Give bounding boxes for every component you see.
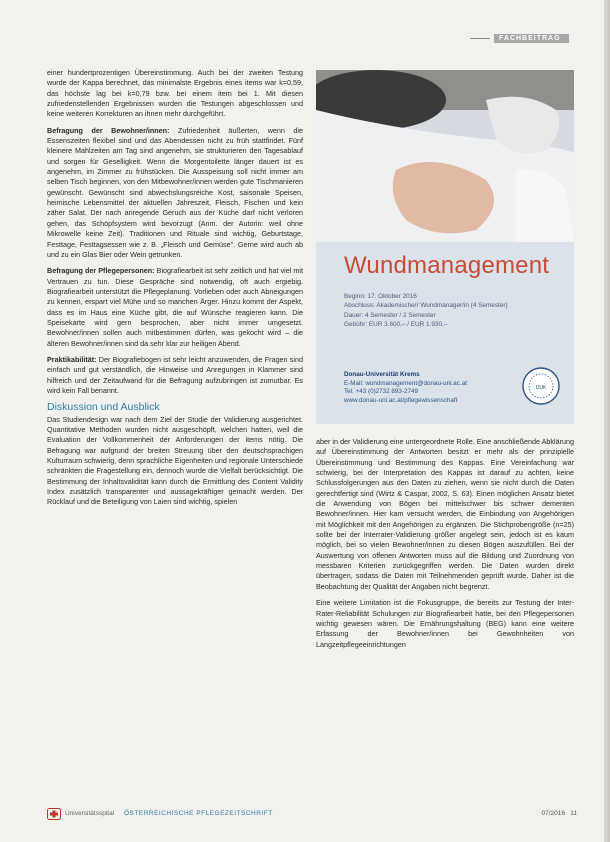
hands-photo	[316, 70, 574, 242]
residents-text: Zufriedenheit äußerten, wenn die Essenszeiten flexibel sind und das Abendessen nicht zu früh stattfindet. Fünf kleinere Mahlzeiten am Tag sind angenehm, sie strukturieren den Tagesablauf und sorgen für Geselligkeit. Wenn die Morgentoilette länger dauert ist es angenehm, im Zimmer zu frühstücken. Die Ausspeisung soll nicht immer am selben Tisch beginnen, von den Mitbewohner/innen werden gute Tischmanieren gewünscht. Gewünscht sind abwechslungsreiche Kost, saisonale Speisen, heimische Lebensmittel der aktuellen Jahreszeit, Fleisch, Fischen und kein zäher Salat. Der nach anregende Geruch aus der Küche darf nicht verloren gehen, das Schöpfsystem wird bevorzugt (Anm. der Autorin: weil ohne Mikrowelle keine Zeit). Traditionen und Rituale sind wichtig, Geburtstage, Festtage, Festtagsessen wie z. B. „Fleisch und Gemüse". Gerne wird auch ab und zu ein Glas Bier oder Wein getrunken.	[47, 125, 303, 259]
footer-issue: 07/2016	[541, 810, 565, 817]
practicability-heading: Praktikabilität:	[47, 354, 97, 364]
ad-phone: Tel. +43 (0)2732 893-2749	[344, 388, 419, 396]
left-text-column	[47, 68, 303, 768]
practicability-text: Der Biografiebogen ist sehr leicht anzuwenden, die Fragen sind einfach und gut verständlich, die Hinweise und Anregungen in Klammer sind hilfreich und der Zeitaufwand für die Befragung aufzubringen ist zumutbar. Es wird kein Fall benannt.	[47, 354, 303, 395]
right-text-column	[316, 437, 574, 770]
residents-heading: Befragung der Bewohner/innen:	[47, 125, 170, 135]
university-seal-icon	[521, 366, 561, 406]
page-number: 11	[570, 810, 577, 817]
ad-website-link[interactable]: www.donau-uni.ac.at/pflegewissenschaft	[344, 396, 458, 404]
ad-title: Wundmanagement	[344, 252, 550, 279]
section-tag	[470, 33, 610, 43]
caregivers-text: Biografiearbeit ist sehr zeitlich und hat viel mit Vertrauen zu tun. Diese Gespräche sind notwendig, oft auch ergiebig. Biografiearbeit unterstützt die Pflegeplanung. Vorlieben oder auch Abneigungen zu kennen, erspart viel Mühe und so manchen Ärger. Hinzu kommt der Aspekt, dass es im Haus eine Küche gibt, die auf Wünsche reagieren kann. Die Speisekarte wird gern besprochen, aber nicht immer umgesetzt. Bewohner/innen sollen auch mitbestimmen dürfen, was gekocht wird – die älteren Bewohner/innen sind da sehr klar zur heiligen Abend.	[47, 266, 304, 348]
ad-course-info	[344, 292, 554, 330]
caregivers-heading: Befragung der Pflegepersonen:	[47, 266, 155, 276]
intro-paragraph: einer hundertprozentigen Übereinstimmung. Auch bei der zweiten Testung wurde der Kappa berechnet, das minimalste Ergebnis eines items war k=0,59, das höchste lag bei k=0,79 bzw. bei einem item bei 1. Mit diesen zufriedenstellenden Ergebnissen wurden die Testungen abgeschlossen und keine weiteren Korrekturen an ihnen mehr durchgeführt.	[47, 68, 303, 119]
caregivers-paragraph	[47, 266, 303, 349]
page-footer	[47, 808, 577, 822]
tag-rule	[470, 38, 490, 39]
ad-organization: Donau-Universität Krems	[344, 371, 420, 378]
svg-text:DUK: DUK	[535, 385, 547, 391]
course-advertisement	[316, 70, 574, 424]
footer-brand: Universitätsspital	[65, 810, 115, 817]
limitations-paragraph: aber in der Validierung eine untergeordnete Rolle. Eine anschließende Abklärung auf Übereinstimmung der Antworten besitzt er mehr als der prinzipielle Übereinstimmung und Bestimmung des Kappas. Eine Vereinfachung war schwierig, bei der Interpretation des Kappas ist darauf zu achten, keine Schlussfolgerungen aus den Daten zu ziehen, wenn sie nicht durch die Daten gerechtfertigt sind (Wirtz & Caspar, 2002, S. 63). Einen möglichen Ansatz bietet die Anwendung von Bögen bei mittelschwer bis schwer dementen Bewohner/innen. Hier kam versucht werden, die Einbindung von Angehörigen mit Möglichkeit mit den Angehörigen zu ergänzen. Die Stichprobengröße (n=25) sollte bei der Interrater-Validierung größer angelegt sein, jedoch ist es kaum möglich, bei so vielen Bewohner/innen zu diesen Bögen auszufüllen. Bei der Auswertung von offenen Antworten muss auf die Bildung und Zuordnung von messbaren Kriterien zurückgegriffen werden. Die Daten wurden direkt übertragen, sodass die Daten mit Teilnehmenden geprüft wurde. Daher ist die Beobachtung der Qualität der Angaben nicht begrenzt.	[316, 437, 574, 591]
practicability-paragraph	[47, 355, 303, 396]
ad-info-line: Abschluss: Akademische/r Wundmanager/in (4 Semester)	[344, 302, 508, 310]
page-edge	[604, 0, 610, 842]
cross-logo-icon	[47, 808, 61, 820]
ad-info-line: Gebühr: EUR 3.600,– / EUR 1.930,–	[344, 321, 448, 329]
ad-contact	[344, 371, 514, 405]
discussion-paragraph: Das Studiendesign war nach dem Ziel der Studie der Validierung ausgerichtet. Quantitative Methoden wurden nicht ausgeschöpft, welchen hatten, weil die Evaluation der Vollkommenheit der Anforderungen der items nötig. Die Befragung war aufgrund der breiten Streuung über den deutschsprachigen Kulturraum schwierig, denn sprachliche Eigenheiten und regionale Unterschiede schränkten die Fragestellung ein, dennoch wurde die Vielfalt berücksichtigt. Die Bestimmung der Inhaltsvalidität kann durch die Ermittlung des Content Validity Index zusätzlich transparenter und aussagekräftiger gemacht werden. Der Rücklauf und die Beteiligung von Laien sind wichtig, spielen	[47, 414, 303, 507]
footer-magazine-name: ÖSTERREICHISCHE PFLEGEZEITSCHRIFT	[124, 810, 273, 817]
further-limitation-paragraph: Eine weitere Limitation ist die Fokusgruppe, die bereits zur Testung der Inter-Rater-Reliabilität Schulungen zur Biografiearbeit hatte, bei den Pflegepersonen wichtig gewesen wären. Die Ernährungshaltung (BEG) kann eine weitere Erfassung der Bewohner/innen bei Gewohnheiten von Langzeitpflegeeinrichtungen	[316, 598, 574, 649]
ad-email-link[interactable]: E-Mail: wundmanagement@donau-uni.ac.at	[344, 379, 467, 387]
discussion-heading: Diskussion und Ausblick	[47, 401, 160, 414]
section-tag-label: FACHBEITRAG	[494, 34, 569, 43]
ad-info-line: Beginn: 17. Oktober 2016	[344, 293, 417, 300]
ad-info-line: Dauer: 4 Semester / 2 Semester	[344, 311, 436, 319]
residents-paragraph	[47, 126, 303, 260]
